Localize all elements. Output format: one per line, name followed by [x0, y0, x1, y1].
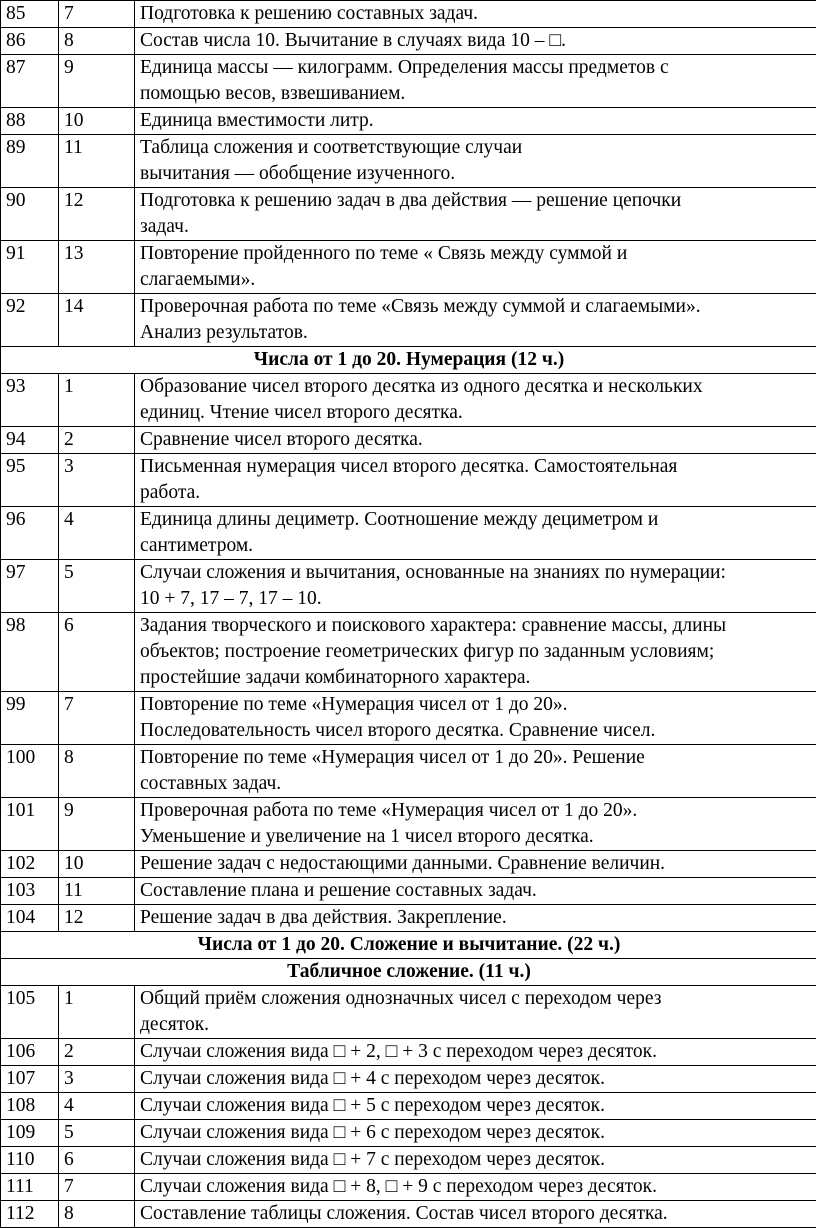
lesson-order-cell: 4	[59, 1093, 135, 1120]
table-row	[1, 294, 816, 347]
lesson-order-cell: 7	[59, 1, 135, 28]
lesson-order-cell: 2	[59, 1039, 135, 1066]
lesson-number-cell: 87	[1, 55, 59, 108]
table-row	[1, 241, 816, 294]
table-row	[1, 878, 816, 905]
lesson-number-cell: 111	[1, 1174, 59, 1201]
table-row	[1, 108, 816, 135]
lesson-order-cell: 5	[59, 560, 135, 613]
lesson-order-cell: 2	[59, 427, 135, 454]
lesson-topic-cell: Подготовка к решению задач в два действия — решение цепочки задач.	[135, 188, 816, 241]
table-row	[1, 745, 816, 798]
lesson-topic-cell: Составление таблицы сложения. Состав чисел второго десятка.	[135, 1201, 816, 1228]
lesson-topic-cell: Сравнение чисел второго десятка.	[135, 427, 816, 454]
table-row	[1, 560, 816, 613]
lesson-order-cell: 9	[59, 55, 135, 108]
lesson-number-cell: 98	[1, 613, 59, 692]
lesson-number-cell: 93	[1, 374, 59, 427]
lesson-number-cell: 96	[1, 507, 59, 560]
lesson-order-cell: 1	[59, 374, 135, 427]
lesson-topic-cell: Решение задач с недостающими данными. Сравнение величин.	[135, 851, 816, 878]
lesson-order-cell: 13	[59, 241, 135, 294]
lesson-topic-cell: Единица длины дециметр. Соотношение между дециметром и сантиметром.	[135, 507, 816, 560]
table-row	[1, 692, 816, 745]
lesson-number-cell: 85	[1, 1, 59, 28]
lesson-number-cell: 101	[1, 798, 59, 851]
lesson-number-cell: 90	[1, 188, 59, 241]
lesson-topic-cell: Проверочная работа по теме «Связь между суммой и слагаемыми». Анализ результатов.	[135, 294, 816, 347]
lesson-order-cell: 4	[59, 507, 135, 560]
table-row	[1, 1174, 816, 1201]
lesson-order-cell: 12	[59, 188, 135, 241]
lesson-order-cell: 8	[59, 28, 135, 55]
table-row	[1, 188, 816, 241]
table-row	[1, 851, 816, 878]
lesson-number-cell: 112	[1, 1201, 59, 1228]
section-title: Числа от 1 до 20. Нумерация (12 ч.)	[1, 347, 816, 374]
lesson-order-cell: 6	[59, 613, 135, 692]
table-row	[1, 55, 816, 108]
lesson-order-cell: 10	[59, 108, 135, 135]
table-row	[1, 905, 816, 932]
lesson-topic-cell: Задания творческого и поискового характера: сравнение массы, длины объектов; построение геометрических фигур по заданным условиям; простейшие задачи комбинаторного характера.	[135, 613, 816, 692]
table-row	[1, 427, 816, 454]
table-row	[1, 507, 816, 560]
table-row	[1, 454, 816, 507]
section-title: Числа от 1 до 20. Сложение и вычитание. (22 ч.)	[1, 932, 816, 959]
lesson-order-cell: 7	[59, 692, 135, 745]
lesson-topic-cell: Случаи сложения вида □ + 8, □ + 9 с переходом через десяток.	[135, 1174, 816, 1201]
lesson-order-cell: 9	[59, 798, 135, 851]
lesson-number-cell: 92	[1, 294, 59, 347]
table-row	[1, 613, 816, 692]
lesson-order-cell: 7	[59, 1174, 135, 1201]
lesson-number-cell: 91	[1, 241, 59, 294]
lesson-number-cell: 95	[1, 454, 59, 507]
lesson-topic-cell: Образование чисел второго десятка из одного десятка и нескольких единиц. Чтение чисел второго десятка.	[135, 374, 816, 427]
lesson-order-cell: 8	[59, 1201, 135, 1228]
section-header-row	[1, 347, 816, 374]
lesson-order-cell: 3	[59, 454, 135, 507]
lesson-topic-cell: Таблица сложения и соответствующие случаи вычитания — обобщение изученного.	[135, 135, 816, 188]
lesson-topic-cell: Решение задач в два действия. Закрепление.	[135, 905, 816, 932]
lesson-topic-cell: Единица вместимости литр.	[135, 108, 816, 135]
table-row	[1, 986, 816, 1039]
lesson-number-cell: 89	[1, 135, 59, 188]
lesson-number-cell: 94	[1, 427, 59, 454]
lesson-topic-cell: Случаи сложения вида □ + 2, □ + 3 с переходом через десяток.	[135, 1039, 816, 1066]
table-row	[1, 374, 816, 427]
lesson-order-cell: 1	[59, 986, 135, 1039]
lesson-number-cell: 109	[1, 1120, 59, 1147]
lesson-order-cell: 12	[59, 905, 135, 932]
lesson-number-cell: 110	[1, 1147, 59, 1174]
lesson-number-cell: 99	[1, 692, 59, 745]
lesson-topic-cell: Случаи сложения вида □ + 5 с переходом через десяток.	[135, 1093, 816, 1120]
lesson-number-cell: 106	[1, 1039, 59, 1066]
table-row	[1, 28, 816, 55]
lesson-order-cell: 11	[59, 878, 135, 905]
lesson-topic-cell: Случаи сложения вида □ + 7 с переходом через десяток.	[135, 1147, 816, 1174]
table-row	[1, 1, 816, 28]
lesson-number-cell: 104	[1, 905, 59, 932]
lesson-topic-cell: Письменная нумерация чисел второго десятка. Самостоятельная работа.	[135, 454, 816, 507]
lesson-topic-cell: Случаи сложения и вычитания, основанные на знаниях по нумерации: 10 + 7, 17 – 7, 17 – 10.	[135, 560, 816, 613]
lesson-number-cell: 108	[1, 1093, 59, 1120]
section-header-row	[1, 959, 816, 986]
lesson-topic-cell: Повторение по теме «Нумерация чисел от 1 до 20». Решение составных задач.	[135, 745, 816, 798]
lesson-topic-cell: Составление плана и решение составных задач.	[135, 878, 816, 905]
lesson-topic-cell: Случаи сложения вида □ + 6 с переходом через десяток.	[135, 1120, 816, 1147]
lesson-number-cell: 86	[1, 28, 59, 55]
table-row	[1, 1120, 816, 1147]
lesson-order-cell: 10	[59, 851, 135, 878]
lesson-topic-cell: Повторение пройденного по теме « Связь между суммой и слагаемыми».	[135, 241, 816, 294]
lesson-order-cell: 14	[59, 294, 135, 347]
lesson-number-cell: 100	[1, 745, 59, 798]
lesson-topic-cell: Подготовка к решению составных задач.	[135, 1, 816, 28]
table-row	[1, 1201, 816, 1228]
table-row	[1, 135, 816, 188]
table-row	[1, 1066, 816, 1093]
table-row	[1, 1039, 816, 1066]
section-header-row	[1, 932, 816, 959]
lesson-plan-body	[1, 1, 816, 1228]
table-row	[1, 798, 816, 851]
lesson-number-cell: 88	[1, 108, 59, 135]
lesson-order-cell: 3	[59, 1066, 135, 1093]
lesson-number-cell: 107	[1, 1066, 59, 1093]
table-row	[1, 1147, 816, 1174]
lesson-order-cell: 11	[59, 135, 135, 188]
lesson-number-cell: 97	[1, 560, 59, 613]
lesson-topic-cell: Единица массы — килограмм. Определения массы предметов с помощью весов, взвешиванием.	[135, 55, 816, 108]
lesson-topic-cell: Случаи сложения вида □ + 4 с переходом через десяток.	[135, 1066, 816, 1093]
table-row	[1, 1093, 816, 1120]
lesson-number-cell: 103	[1, 878, 59, 905]
lesson-order-cell: 5	[59, 1120, 135, 1147]
lesson-order-cell: 6	[59, 1147, 135, 1174]
lesson-topic-cell: Проверочная работа по теме «Нумерация чисел от 1 до 20». Уменьшение и увеличение на 1 чисел второго десятка.	[135, 798, 816, 851]
lesson-topic-cell: Повторение по теме «Нумерация чисел от 1 до 20». Последовательность чисел второго десятка. Сравнение чисел.	[135, 692, 816, 745]
lesson-order-cell: 8	[59, 745, 135, 798]
lesson-topic-cell: Общий приём сложения однозначных чисел с переходом через десяток.	[135, 986, 816, 1039]
lesson-number-cell: 102	[1, 851, 59, 878]
lesson-topic-cell: Состав числа 10. Вычитание в случаях вида 10 – □.	[135, 28, 816, 55]
section-title: Табличное сложение. (11 ч.)	[1, 959, 816, 986]
lesson-number-cell: 105	[1, 986, 59, 1039]
